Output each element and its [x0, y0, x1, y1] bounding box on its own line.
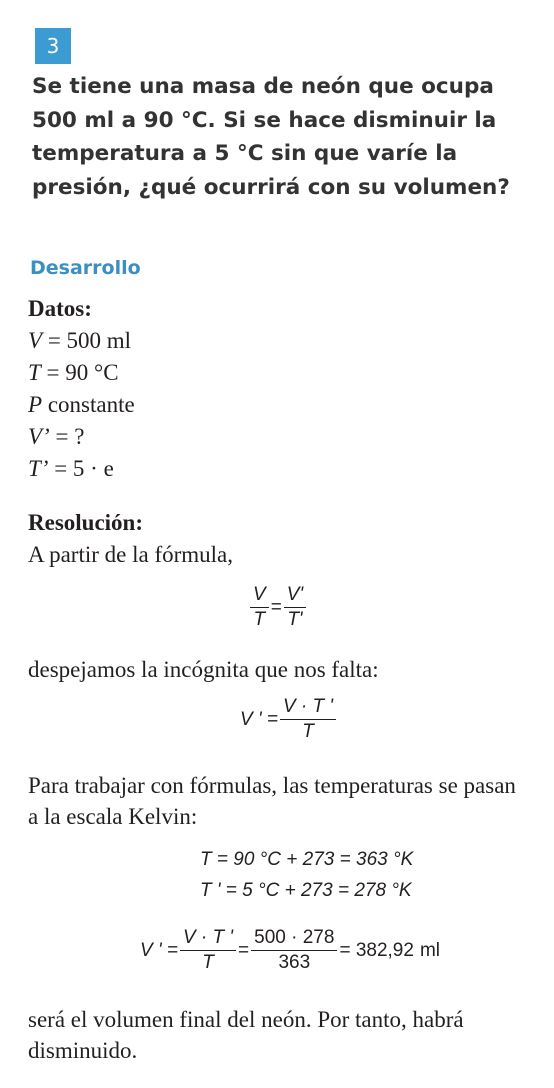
kelvin-conversion-2: T ' = 5 °C + 273 = 278 °K — [200, 880, 412, 901]
question-text: Se tiene una masa de neón que ocupa 500 ml a 90 °C. Si se hace disminuir la temperatura a 5 °C sin que varíe la presión, ¿qué ocurrirá con su volumen? — [32, 74, 510, 200]
resolucion-block — [28, 507, 233, 571]
datos-line: V = 500 ml — [28, 328, 132, 353]
datos-line: V’ = ? — [28, 424, 85, 449]
intro-text: A partir de la fórmula, — [28, 542, 234, 567]
formula-result: V ' = $\frac{V \cdot T '}{T}$ = $\frac{500 \cdot 278}{363}$ = 382,92 ml — [140, 927, 441, 973]
section-heading: Desarrollo — [30, 257, 141, 279]
kelvin-conversion-1: T = 90 °C + 273 = 363 °K — [200, 849, 414, 870]
datos-line: T’ = 5 · e — [28, 456, 114, 481]
datos-block — [28, 293, 135, 485]
formula-solved: V ' = $\frac{V \cdot T '}{T}$ — [238, 697, 336, 742]
formula-charles: $\frac{V}{T}$ = $\frac{V'}{T'}$ — [250, 585, 306, 630]
conclusion-text: será el volumen final del neón. Por tanto, habrá disminuido. — [28, 1007, 464, 1063]
datos-title: Datos: — [28, 296, 92, 321]
exercise-number-badge: 3 — [35, 28, 71, 64]
datos-line: T = 90 °C — [28, 360, 119, 385]
kelvin-text: Para trabajar con fórmulas, las temperaturas se pasan a la escala Kelvin: — [28, 773, 516, 829]
resolucion-title: Resolución: — [28, 510, 143, 535]
solve-text: despejamos la incógnita que nos falta: — [28, 657, 379, 682]
datos-line: P constante — [28, 392, 135, 417]
